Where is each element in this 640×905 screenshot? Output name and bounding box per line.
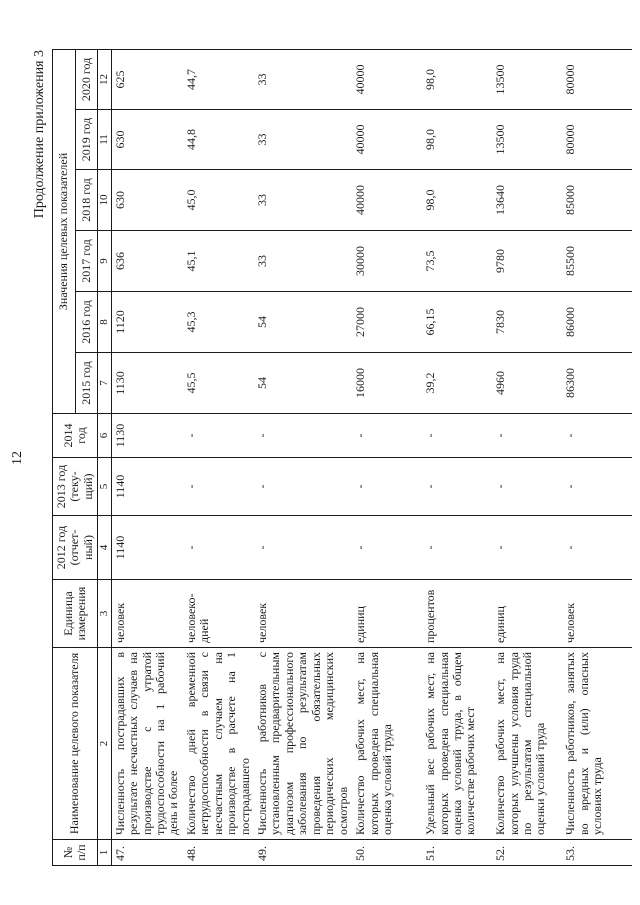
table-row: [352, 49, 422, 865]
row-number: 47.: [111, 840, 183, 866]
value-2018: 40000: [352, 170, 422, 231]
value-2015: 86300: [562, 353, 632, 414]
header-row-1: [53, 49, 76, 865]
value-2017: 33: [254, 231, 352, 292]
table-row: [492, 49, 562, 865]
column-number: 8: [98, 292, 111, 353]
value-2015: 16000: [352, 353, 422, 414]
value-2015: 54: [254, 353, 352, 414]
indicator-name: Количество рабочих мест, на которых улучшены условия труда по результатам специальной оценки условий труда: [492, 648, 562, 840]
row-number: 48.: [183, 840, 254, 866]
header-year: 2020 год: [75, 49, 98, 109]
column-number: 11: [98, 110, 111, 170]
table-row: [562, 49, 632, 865]
value-2020: 40000: [352, 49, 422, 109]
unit: единиц: [352, 580, 422, 648]
header-year: 2019 год: [75, 110, 98, 170]
header-year: 2017 год: [75, 231, 98, 292]
target-indicators-table: [52, 49, 632, 866]
value-2013: -: [183, 458, 254, 516]
column-number: 10: [98, 170, 111, 231]
value-2017: 73,5: [422, 231, 492, 292]
column-number: 12: [98, 49, 111, 109]
value-2012: -: [183, 516, 254, 580]
header-unit: Единица измерения: [53, 580, 98, 648]
rotated-page: [10, 38, 604, 878]
column-number: 5: [98, 458, 111, 516]
indicator-name: Численность пострадавших в результате несчастных случаев на производстве с утратой трудоспособности на 1 рабочий день и более: [111, 648, 183, 840]
value-2018: 13640: [492, 170, 562, 231]
unit: человек: [562, 580, 632, 648]
header-2013: 2013 год (теку- щий): [53, 458, 98, 516]
value-2012: -: [352, 516, 422, 580]
row-number: 50.: [352, 840, 422, 866]
value-2013: -: [352, 458, 422, 516]
value-2018: 98,0: [422, 170, 492, 231]
page-number: 12: [10, 451, 25, 465]
value-2019: 40000: [352, 110, 422, 170]
value-2015: 4960: [492, 353, 562, 414]
value-2014: -: [183, 414, 254, 458]
header-2014: 2014 год: [53, 414, 98, 458]
value-2013: 1140: [111, 458, 183, 516]
column-number: 4: [98, 516, 111, 580]
value-2016: 1120: [111, 292, 183, 353]
value-2018: 85000: [562, 170, 632, 231]
column-number: 9: [98, 231, 111, 292]
indicator-name: Количество дней временной нетрудоспособности в связи с несчастным случаем на производстве в расчете на 1 пострадавшего: [183, 648, 254, 840]
header-indicator-name: Наименование целевого показателя: [53, 648, 98, 840]
header-target-values-group: Значения целевых показателей: [53, 49, 76, 413]
value-2013: -: [254, 458, 352, 516]
unit: человеко-дней: [183, 580, 254, 648]
value-2019: 98,0: [422, 110, 492, 170]
value-2015: 39,2: [422, 353, 492, 414]
value-2015: 1130: [111, 353, 183, 414]
value-2020: 44,7: [183, 49, 254, 109]
value-2018: 45,0: [183, 170, 254, 231]
value-2013: -: [492, 458, 562, 516]
value-2016: 86000: [562, 292, 632, 353]
indicator-name: Численность работников, занятых во вредных и (или) опасных условиях труда: [562, 648, 632, 840]
value-2014: -: [562, 414, 632, 458]
appendix-continued-label: Продолжение приложения 3: [32, 50, 47, 219]
value-2014: -: [352, 414, 422, 458]
value-2014: -: [422, 414, 492, 458]
column-number: 7: [98, 353, 111, 414]
row-number: 52.: [492, 840, 562, 866]
header-number: № п/п: [53, 840, 98, 866]
value-2015: 45,5: [183, 353, 254, 414]
value-2017: 85500: [562, 231, 632, 292]
header-year: 2018 год: [75, 170, 98, 231]
table-row: [183, 49, 254, 865]
indicator-name: Численность работников с установленным предварительным диагнозом профессионального заболевания по результатам проведения обязательных периодических медицинских осмотров: [254, 648, 352, 840]
value-2016: 54: [254, 292, 352, 353]
unit: человек: [254, 580, 352, 648]
value-2019: 44,8: [183, 110, 254, 170]
indicator-name: Количество рабочих мест, на которых проведена специальная оценка условий труда: [352, 648, 422, 840]
unit: процентов: [422, 580, 492, 648]
row-number: 51.: [422, 840, 492, 866]
value-2018: 630: [111, 170, 183, 231]
value-2012: 1140: [111, 516, 183, 580]
value-2016: 66,15: [422, 292, 492, 353]
row-number: 53.: [562, 840, 632, 866]
value-2016: 7830: [492, 292, 562, 353]
value-2019: 630: [111, 110, 183, 170]
column-number: 1: [98, 840, 111, 866]
value-2012: -: [254, 516, 352, 580]
header-2012: 2012 год (отчет- ный): [53, 516, 98, 580]
value-2012: -: [492, 516, 562, 580]
indicator-name: Удельный вес рабочих мест, на которых проведена специальная оценка условий труда, в общем количестве рабочих мест: [422, 648, 492, 840]
table-row: [111, 49, 183, 865]
value-2020: 98,0: [422, 49, 492, 109]
table-row: [422, 49, 492, 865]
value-2013: -: [422, 458, 492, 516]
value-2019: 80000: [562, 110, 632, 170]
value-2014: -: [492, 414, 562, 458]
value-2017: 45,1: [183, 231, 254, 292]
value-2020: 33: [254, 49, 352, 109]
column-number: 3: [98, 580, 111, 648]
value-2016: 27000: [352, 292, 422, 353]
value-2020: 13500: [492, 49, 562, 109]
column-number-row: [98, 49, 111, 865]
header-year: 2015 год: [75, 353, 98, 414]
value-2016: 45,3: [183, 292, 254, 353]
value-2020: 625: [111, 49, 183, 109]
value-2019: 33: [254, 110, 352, 170]
value-2014: -: [254, 414, 352, 458]
value-2017: 9780: [492, 231, 562, 292]
value-2018: 33: [254, 170, 352, 231]
value-2019: 13500: [492, 110, 562, 170]
table-row: [254, 49, 352, 865]
value-2012: -: [422, 516, 492, 580]
value-2013: -: [562, 458, 632, 516]
value-2020: 80000: [562, 49, 632, 109]
column-number: 6: [98, 414, 111, 458]
unit: единиц: [492, 580, 562, 648]
value-2017: 30000: [352, 231, 422, 292]
header-year: 2016 год: [75, 292, 98, 353]
value-2012: -: [562, 516, 632, 580]
row-number: 49.: [254, 840, 352, 866]
column-number: 2: [98, 648, 111, 840]
unit: человек: [111, 580, 183, 648]
value-2017: 636: [111, 231, 183, 292]
value-2014: 1130: [111, 414, 183, 458]
